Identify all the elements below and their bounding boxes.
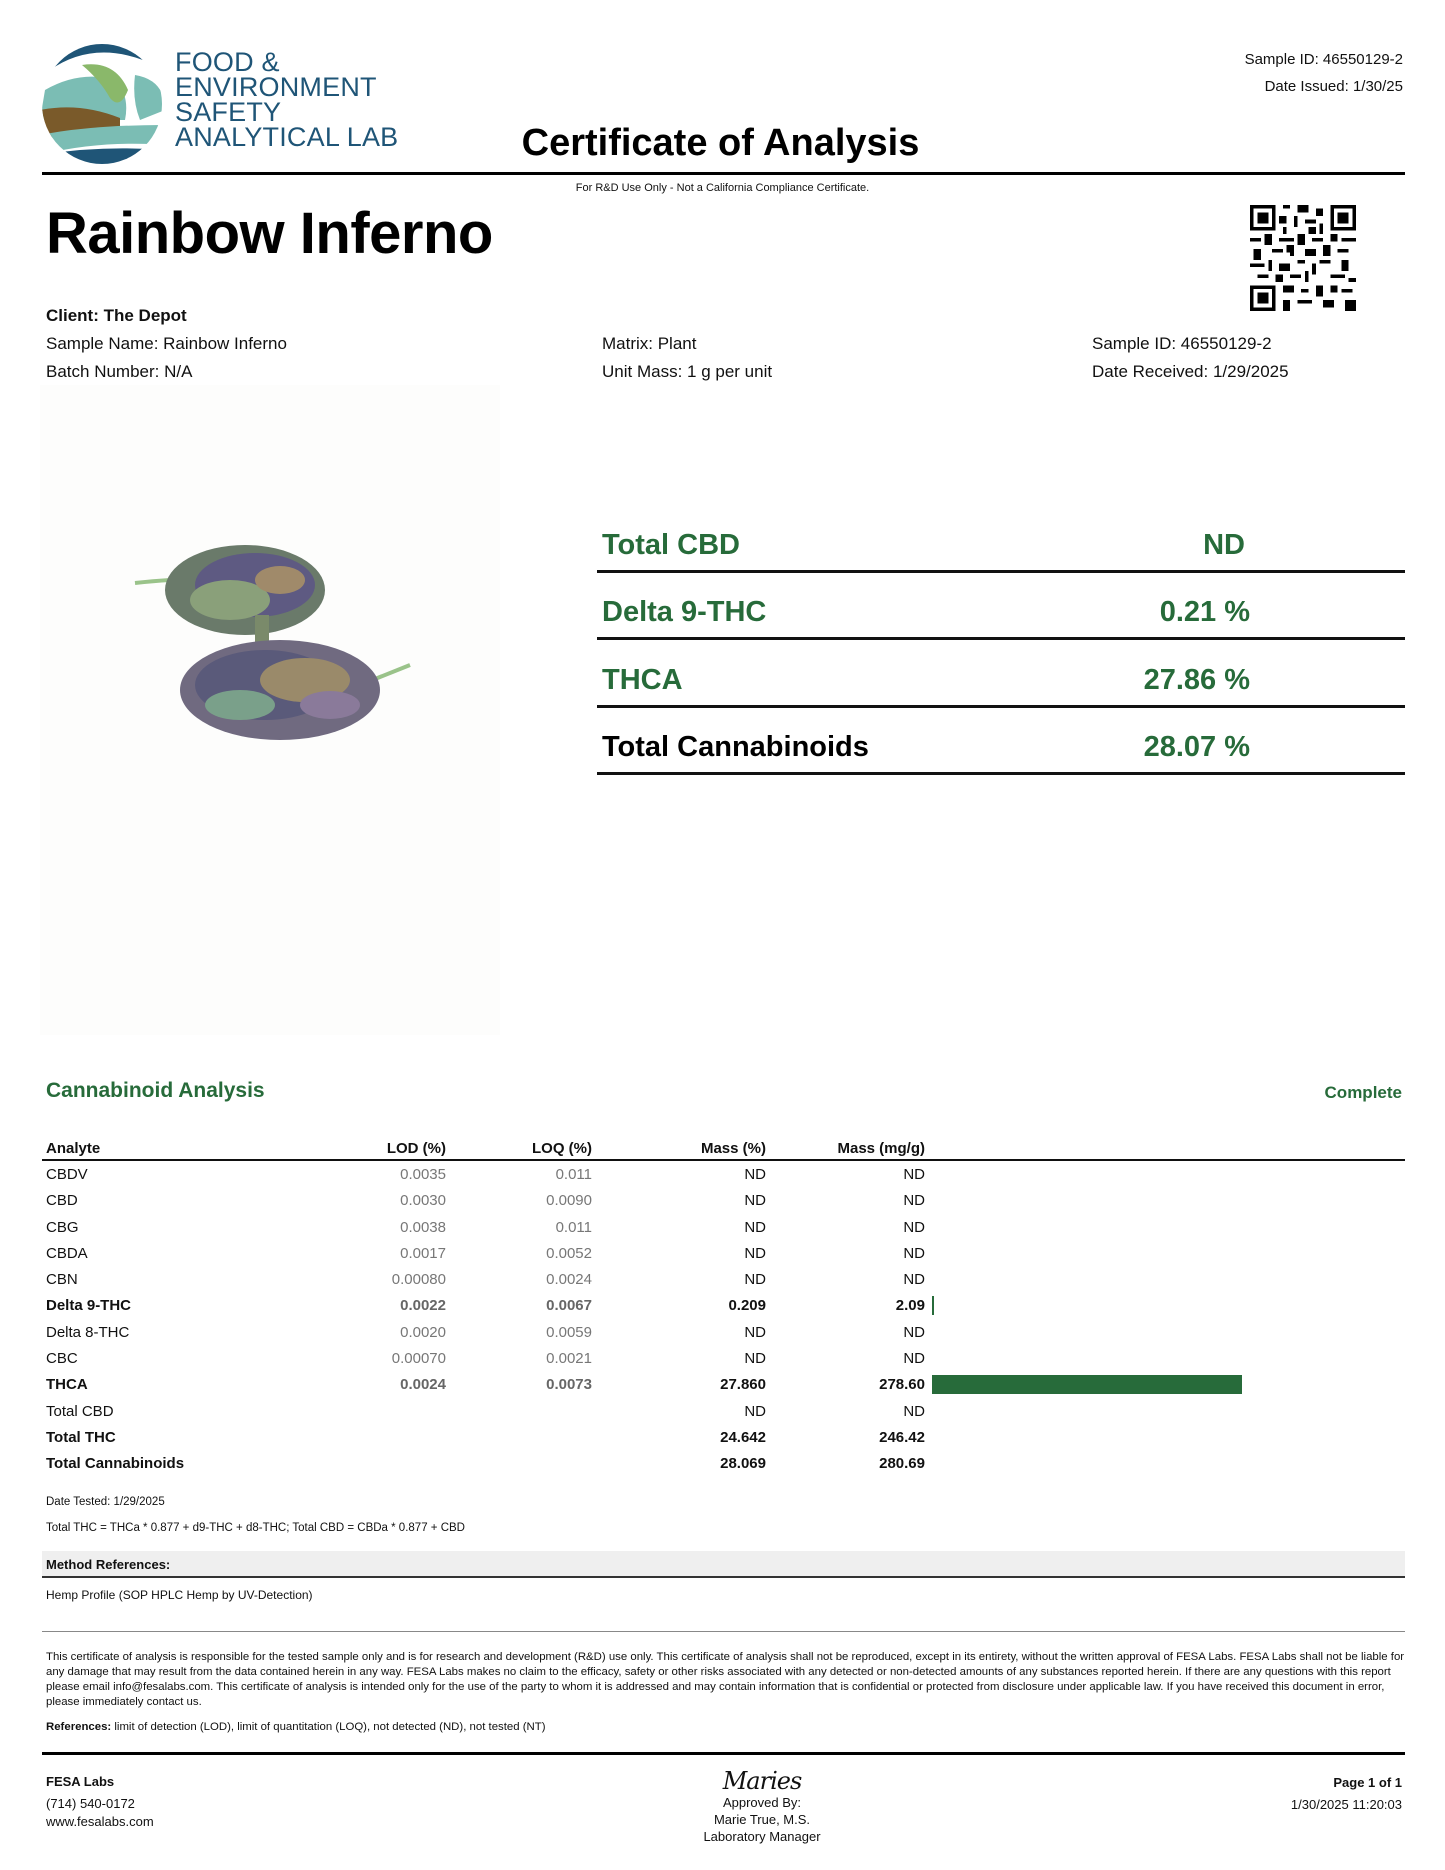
lab-contact [46, 1773, 154, 1831]
cell-mass-pct: ND [744, 1271, 766, 1289]
date-received: Date Received: 1/29/2025 [1092, 362, 1289, 381]
cell-loq: 0.0067 [546, 1297, 592, 1315]
summary-row-delta9-thc [597, 573, 1405, 641]
summary-value: ND [1203, 528, 1245, 561]
cell-mass-pct: 24.642 [720, 1428, 766, 1446]
cell-mass-mg: ND [903, 1402, 925, 1420]
rd-use-note: For R&D Use Only - Not a California Compliance Certificate. [575, 182, 870, 194]
cell-loq: 0.0059 [546, 1323, 592, 1341]
cell-analyte: CBD [46, 1192, 78, 1210]
sample-info-middle [602, 330, 772, 386]
cell-mass-mg: 246.42 [879, 1428, 925, 1446]
cell-mass-mg: 280.69 [879, 1455, 925, 1473]
footer-divider [42, 1752, 1405, 1755]
qr-code-icon[interactable] [1250, 205, 1356, 311]
col-lod: LOD (%) [386, 1140, 446, 1157]
table-header [42, 1135, 1405, 1161]
summary-row-total-cbd [597, 505, 1405, 573]
matrix: Matrix: Plant [602, 334, 697, 353]
cell-mass-pct: ND [744, 1350, 766, 1368]
summary-label: Total CBD [602, 528, 741, 561]
cell-mass-pct: ND [744, 1402, 766, 1420]
analysis-status-badge: Complete [1324, 1083, 1402, 1102]
generated-timestamp: 1/30/2025 11:20:03 [1290, 1797, 1402, 1812]
product-photo [40, 385, 500, 1035]
cell-analyte: Total Cannabinoids [46, 1455, 185, 1473]
approved-by-label: Approved By: [722, 1795, 802, 1810]
lab-phone[interactable]: (714) 540-0172 [46, 1796, 135, 1811]
cell-mass-pct: ND [744, 1218, 766, 1236]
sample-id: Sample ID: 46550129-2 [1092, 334, 1272, 353]
method-reference: Hemp Profile (SOP HPLC Hemp by UV-Detection) [46, 1588, 313, 1602]
cell-analyte: Delta 9-THC [46, 1297, 132, 1315]
table-row [42, 1424, 1405, 1450]
table-row [42, 1214, 1405, 1240]
cell-loq: 0.0090 [546, 1192, 592, 1210]
cell-analyte: CBDA [46, 1244, 88, 1262]
sample-title: Rainbow Inferno [46, 201, 493, 266]
approver-name: Marie True, M.S. [713, 1812, 811, 1827]
cell-lod: 0.0030 [400, 1192, 446, 1210]
mass-bar [932, 1375, 1242, 1394]
summary-label: Delta 9-THC [602, 596, 767, 628]
cell-mass-mg: ND [903, 1244, 925, 1262]
summary-row-thca [597, 640, 1405, 708]
cell-mass-mg: ND [903, 1192, 925, 1210]
cell-analyte: Total THC [46, 1428, 116, 1446]
cell-lod: 0.0024 [400, 1376, 446, 1394]
method-references-header [42, 1551, 1405, 1578]
table-body [42, 1161, 1405, 1477]
lab-name-line: FOOD & [175, 47, 280, 77]
summary-value: 27.86 % [1143, 663, 1250, 696]
references-label: References: [46, 1721, 112, 1733]
summary-label: Total Cannabinoids [602, 731, 869, 763]
potency-summary [597, 505, 1405, 775]
lab-name-line: ANALYTICAL LAB [175, 122, 399, 152]
col-analyte: Analyte [46, 1140, 101, 1157]
cannabinoid-analysis-title: Cannabinoid Analysis [46, 1079, 265, 1102]
cell-lod: 0.00070 [391, 1350, 446, 1368]
cell-lod: 0.0035 [400, 1166, 446, 1183]
table-row [42, 1398, 1405, 1424]
cell-lod: 0.0038 [400, 1218, 446, 1236]
cell-analyte: Delta 8-THC [46, 1323, 130, 1341]
cannabinoid-table [42, 1135, 1405, 1477]
disclaimer-text: This certificate of analysis is responsible for the tested sample only and is for research and development (R&D) use only. This certificate of analysis shall not be reproduced, except in its entirety, without the written approval of FESA Labs. FESA Labs shall not be liable for any damage that may result from the data contained herein in any way. FESA Labs makes no claim to the efficacy, safety or other risks associated with any detected or non-detected amounts of any substances reported herein. If there are any questions with this report please email info@fesalabs.com. This certificate of analysis is intended only for the use of the party to whom it is addressed and may contain information that is confidential or protected from disclosure under applicable law. If you have received this document in error, please immediately contact us. [46, 1651, 1405, 1708]
col-mass-pct: Mass (%) [700, 1140, 766, 1157]
unit-mass: Unit Mass: 1 g per unit [602, 362, 773, 381]
page-info [1291, 1773, 1402, 1815]
cell-mass-mg: ND [903, 1218, 925, 1236]
header-date-issued: Date Issued: 1/30/25 [1264, 78, 1403, 95]
summary-row-total-cannabinoids [597, 708, 1405, 776]
cell-loq: 0.0052 [546, 1244, 592, 1262]
cell-mass-mg: ND [903, 1323, 925, 1341]
document-title [0, 122, 1445, 165]
cell-loq: 0.0021 [546, 1350, 592, 1368]
document-title-text: Certificate of Analysis [521, 122, 920, 164]
approval-block [662, 1768, 862, 1845]
cell-mass-pct: ND [744, 1244, 766, 1262]
table-row [42, 1161, 1405, 1187]
cell-lod: 0.00080 [391, 1271, 446, 1289]
section-divider [42, 1631, 1405, 1632]
cell-loq: 0.011 [555, 1218, 592, 1236]
lab-name-line: SAFETY [175, 97, 282, 127]
summary-value: 28.07 % [1143, 731, 1250, 763]
cell-mass-mg: 278.60 [879, 1376, 925, 1394]
cell-mass-pct: ND [744, 1166, 766, 1183]
cell-mass-pct: 0.209 [728, 1297, 766, 1315]
page-number: Page 1 of 1 [1333, 1775, 1402, 1790]
cell-analyte: CBC [46, 1350, 78, 1368]
sample-info-right [1092, 330, 1289, 386]
date-tested: Date Tested: 1/29/2025 [46, 1496, 165, 1508]
sample-info-left [46, 330, 287, 386]
cell-mass-pct: ND [744, 1323, 766, 1341]
cell-lod: 0.0017 [400, 1244, 446, 1262]
total-formula-note: Total THC = THCa * 0.877 + d9-THC + d8-THC; Total CBD = CBDa * 0.877 + CBD [46, 1522, 465, 1534]
header-meta [1245, 46, 1403, 100]
header-divider [42, 172, 1405, 175]
cell-lod: 0.0020 [400, 1323, 446, 1341]
cell-mass-pct: 28.069 [720, 1455, 766, 1473]
cell-loq: 0.0024 [546, 1271, 592, 1289]
table-row [42, 1345, 1405, 1371]
table-row [42, 1319, 1405, 1345]
cell-mass-pct: ND [744, 1192, 766, 1210]
cell-analyte: THCA [46, 1376, 88, 1394]
references-text: limit of detection (LOD), limit of quantitation (LOQ), not detected (ND), not tested (NT) [111, 1721, 546, 1733]
lab-name-line: ENVIRONMENT [175, 72, 377, 102]
summary-value: 0.21 % [1159, 596, 1250, 628]
col-mass-mg: Mass (mg/g) [837, 1140, 925, 1157]
signature: Maries [722, 1767, 802, 1795]
cell-analyte: CBDV [46, 1166, 88, 1183]
table-row [42, 1240, 1405, 1266]
cell-mass-mg: ND [903, 1271, 925, 1289]
batch-number: Batch Number: N/A [46, 362, 193, 381]
method-references-label: Method References: [46, 1557, 171, 1572]
cell-mass-pct: 27.860 [720, 1376, 766, 1394]
cell-mass-mg: ND [903, 1166, 925, 1183]
sample-name: Sample Name: Rainbow Inferno [46, 334, 287, 353]
client-name: Client: The Depot [46, 306, 187, 325]
cell-analyte: CBN [46, 1271, 78, 1289]
cell-mass-mg: 2.09 [895, 1297, 925, 1315]
table-row [42, 1266, 1405, 1292]
references-note [46, 1721, 546, 1733]
table-row [42, 1450, 1405, 1476]
cell-mass-mg: ND [903, 1350, 925, 1368]
approver-title: Laboratory Manager [703, 1829, 821, 1844]
table-row [42, 1292, 1405, 1318]
col-loq: LOQ (%) [532, 1140, 592, 1157]
cell-loq: 0.0073 [546, 1376, 592, 1394]
summary-label: THCA [602, 663, 683, 696]
header-sample-id: Sample ID: 46550129-2 [1244, 51, 1403, 68]
cell-analyte: Total CBD [46, 1402, 114, 1420]
mass-bar [932, 1296, 934, 1315]
cell-loq: 0.011 [555, 1166, 592, 1183]
lab-company: FESA Labs [46, 1774, 115, 1789]
table-row [42, 1371, 1405, 1397]
cell-analyte: CBG [46, 1218, 79, 1236]
lab-website[interactable]: www.fesalabs.com [46, 1814, 154, 1829]
table-row [42, 1187, 1405, 1213]
cell-lod: 0.0022 [400, 1297, 446, 1315]
